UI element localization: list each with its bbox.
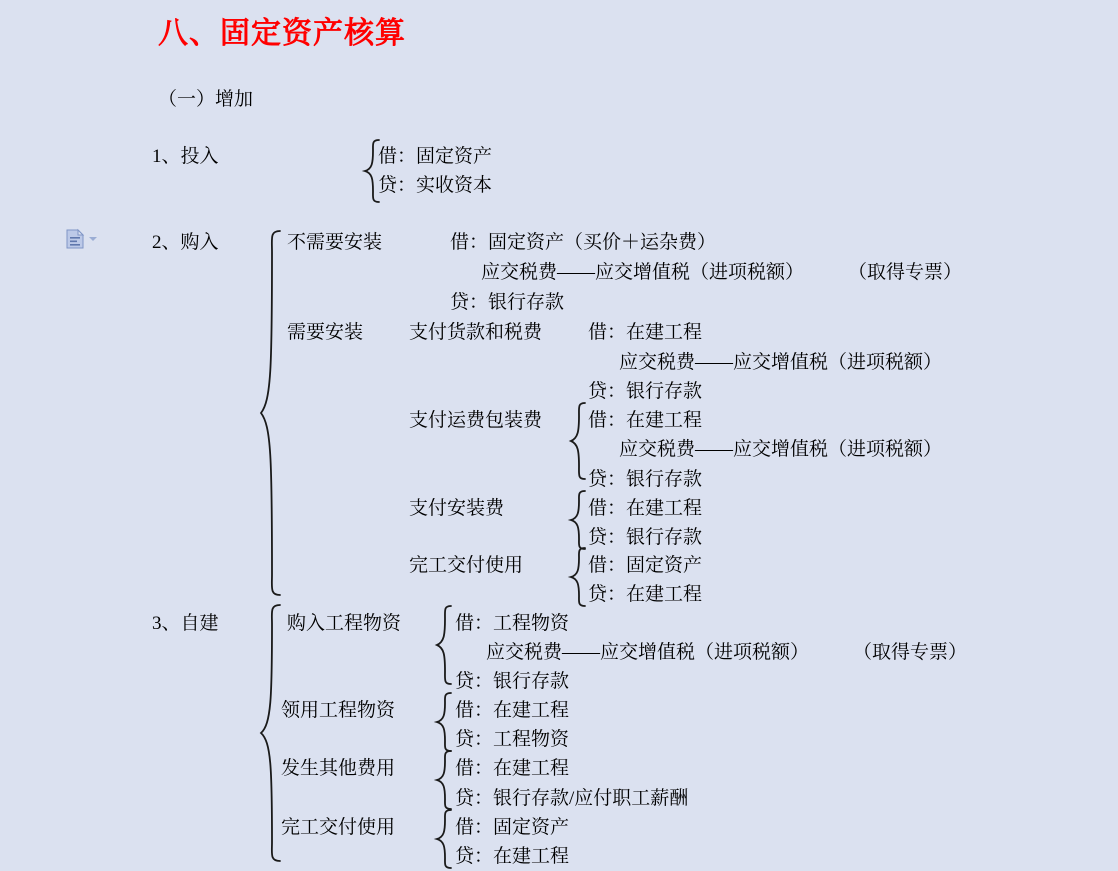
entry-2b4-credit: 贷：在建工程	[588, 584, 703, 605]
branch-label-need-install: 需要安装	[287, 322, 364, 343]
paste-options-icon[interactable]	[64, 228, 98, 250]
branch-label-no-install: 不需要安装	[287, 232, 383, 253]
brace-2b-3	[568, 489, 588, 551]
item-label-2-gouru: 2、购入	[152, 232, 219, 253]
entry-2a-tax: 应交税费——应交增值税（进项税额）	[481, 262, 805, 283]
note-2a-invoice: （取得专票）	[848, 262, 963, 283]
entry-31-debit: 借：工程物资	[455, 613, 570, 634]
page-title: 八、固定资产核算	[158, 17, 406, 50]
entry-1-credit: 贷：实收资本	[378, 175, 493, 196]
entry-32-debit: 借：在建工程	[455, 700, 570, 721]
note-31-invoice: （取得专票）	[853, 642, 968, 663]
section-heading-increase: （一）增加	[158, 89, 254, 110]
entry-34-debit: 借：固定资产	[455, 817, 570, 838]
entry-2b1-tax: 应交税费——应交增值税（进项税额）	[619, 352, 943, 373]
entry-2b2-debit: 借：在建工程	[588, 410, 703, 431]
step-label-3-1: 购入工程物资	[287, 613, 402, 634]
brace-3-3	[434, 749, 454, 811]
entry-1-debit: 借：固定资产	[378, 146, 493, 167]
entry-2a-debit: 借：固定资产（买价＋运杂费）	[450, 232, 717, 253]
entry-34-credit: 贷：在建工程	[455, 846, 570, 867]
step-label-3-3: 发生其他费用	[281, 758, 396, 779]
entry-2b2-credit: 贷：银行存款	[588, 469, 703, 490]
entry-2b3-debit: 借：在建工程	[588, 498, 703, 519]
entry-2b4-debit: 借：固定资产	[588, 555, 703, 576]
brace-2b-4	[568, 546, 588, 608]
step-label-3-2: 领用工程物资	[281, 700, 396, 721]
brace-3-2	[434, 691, 454, 753]
brace-3-1	[434, 603, 454, 687]
entry-33-credit: 贷：银行存款/应付职工薪酬	[455, 788, 689, 809]
brace-2-gouru	[258, 228, 284, 598]
entry-2b2-tax: 应交税费——应交增值税（进项税额）	[619, 439, 943, 460]
entry-31-tax: 应交税费——应交增值税（进项税额）	[486, 642, 810, 663]
brace-3-4	[434, 808, 454, 870]
entry-33-debit: 借：在建工程	[455, 758, 570, 779]
item-label-1-touru: 1、投入	[152, 146, 219, 167]
entry-2b3-credit: 贷：银行存款	[588, 527, 703, 548]
entry-2b1-credit: 贷：银行存款	[588, 381, 703, 402]
entry-2b1-debit: 借：在建工程	[588, 322, 703, 343]
step-label-3-4: 完工交付使用	[281, 817, 396, 838]
item-label-3-zijian: 3、自建	[152, 613, 219, 634]
step-label-2b-3: 支付安装费	[409, 498, 505, 519]
entry-31-credit: 贷：银行存款	[455, 671, 570, 692]
entry-32-credit: 贷：工程物资	[455, 729, 570, 750]
step-label-2b-4: 完工交付使用	[409, 555, 524, 576]
step-label-2b-2: 支付运费包装费	[409, 410, 543, 431]
entry-2a-credit: 贷：银行存款	[450, 292, 565, 313]
step-label-2b-1: 支付货款和税费	[409, 322, 543, 343]
brace-2b-2	[568, 400, 588, 482]
